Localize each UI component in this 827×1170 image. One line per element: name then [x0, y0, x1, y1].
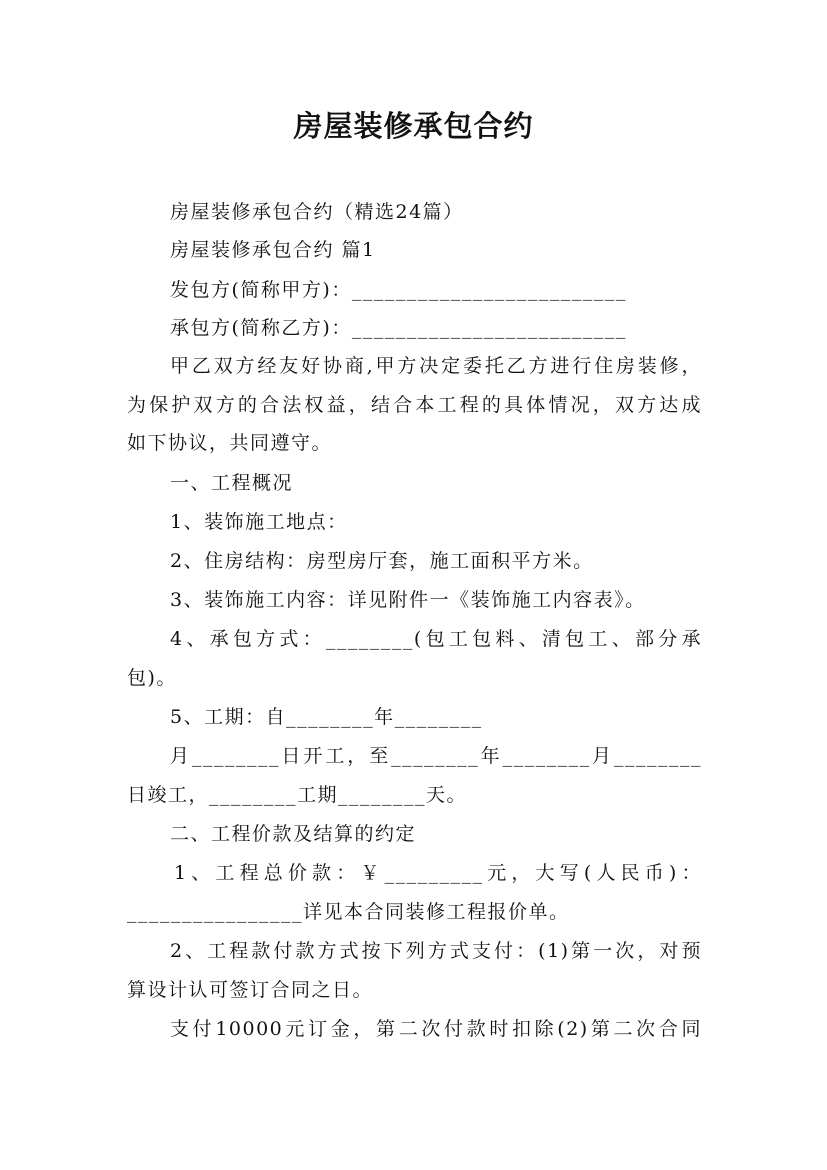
party-a-line: 发包方(简称甲方)：_________________________	[170, 279, 627, 301]
subtitle-line: 房屋装修承包合约（精选24篇）	[170, 201, 464, 223]
clause-line: 月________日开工，至________年________月________	[170, 745, 702, 767]
paragraph-line: 如下协议，共同遵守。	[127, 432, 333, 454]
clause-line: 1、工程总价款：￥_________元，大写(人民币)：	[174, 862, 702, 884]
section-heading: 房屋装修承包合约 篇1	[170, 239, 376, 261]
clause-line: 2、工程款付款方式按下列方式支付：(1)第一次，对预	[170, 940, 702, 962]
party-b-line: 承包方(简称乙方)：_________________________	[170, 317, 627, 339]
clause-line: 日竣工，________工期________天。	[127, 784, 468, 806]
clause-line: 2、住房结构：房型房厅套，施工面积平方米。	[170, 550, 594, 572]
section-heading: 二、工程价款及结算的约定	[170, 823, 417, 845]
paragraph-line: 为保护双方的合法权益，结合本工程的具体情况，双方达成	[127, 394, 702, 416]
clause-line: 3、装饰施工内容：详见附件一《装饰施工内容表》。	[170, 589, 646, 611]
paragraph-line: 甲乙双方经友好协商,甲方决定委托乙方进行住房装修，	[170, 355, 702, 377]
document-title: 房屋装修承包合约	[293, 109, 534, 143]
clause-line: 包)。	[127, 667, 177, 689]
clause-line: 算设计认可签订合同之日。	[127, 979, 374, 1001]
clause-line: 1、装饰施工地点：	[170, 511, 348, 533]
section-heading: 一、工程概况	[170, 472, 294, 494]
clause-line: ________________详见本合同装修工程报价单。	[127, 901, 570, 923]
clause-line: 支付10000元订金，第二次付款时扣除(2)第二次合同	[170, 1018, 702, 1040]
clause-line: 4、承包方式：________(包工包料、清包工、部分承	[170, 628, 702, 650]
clause-line: 5、工期：自________年________	[170, 706, 483, 728]
